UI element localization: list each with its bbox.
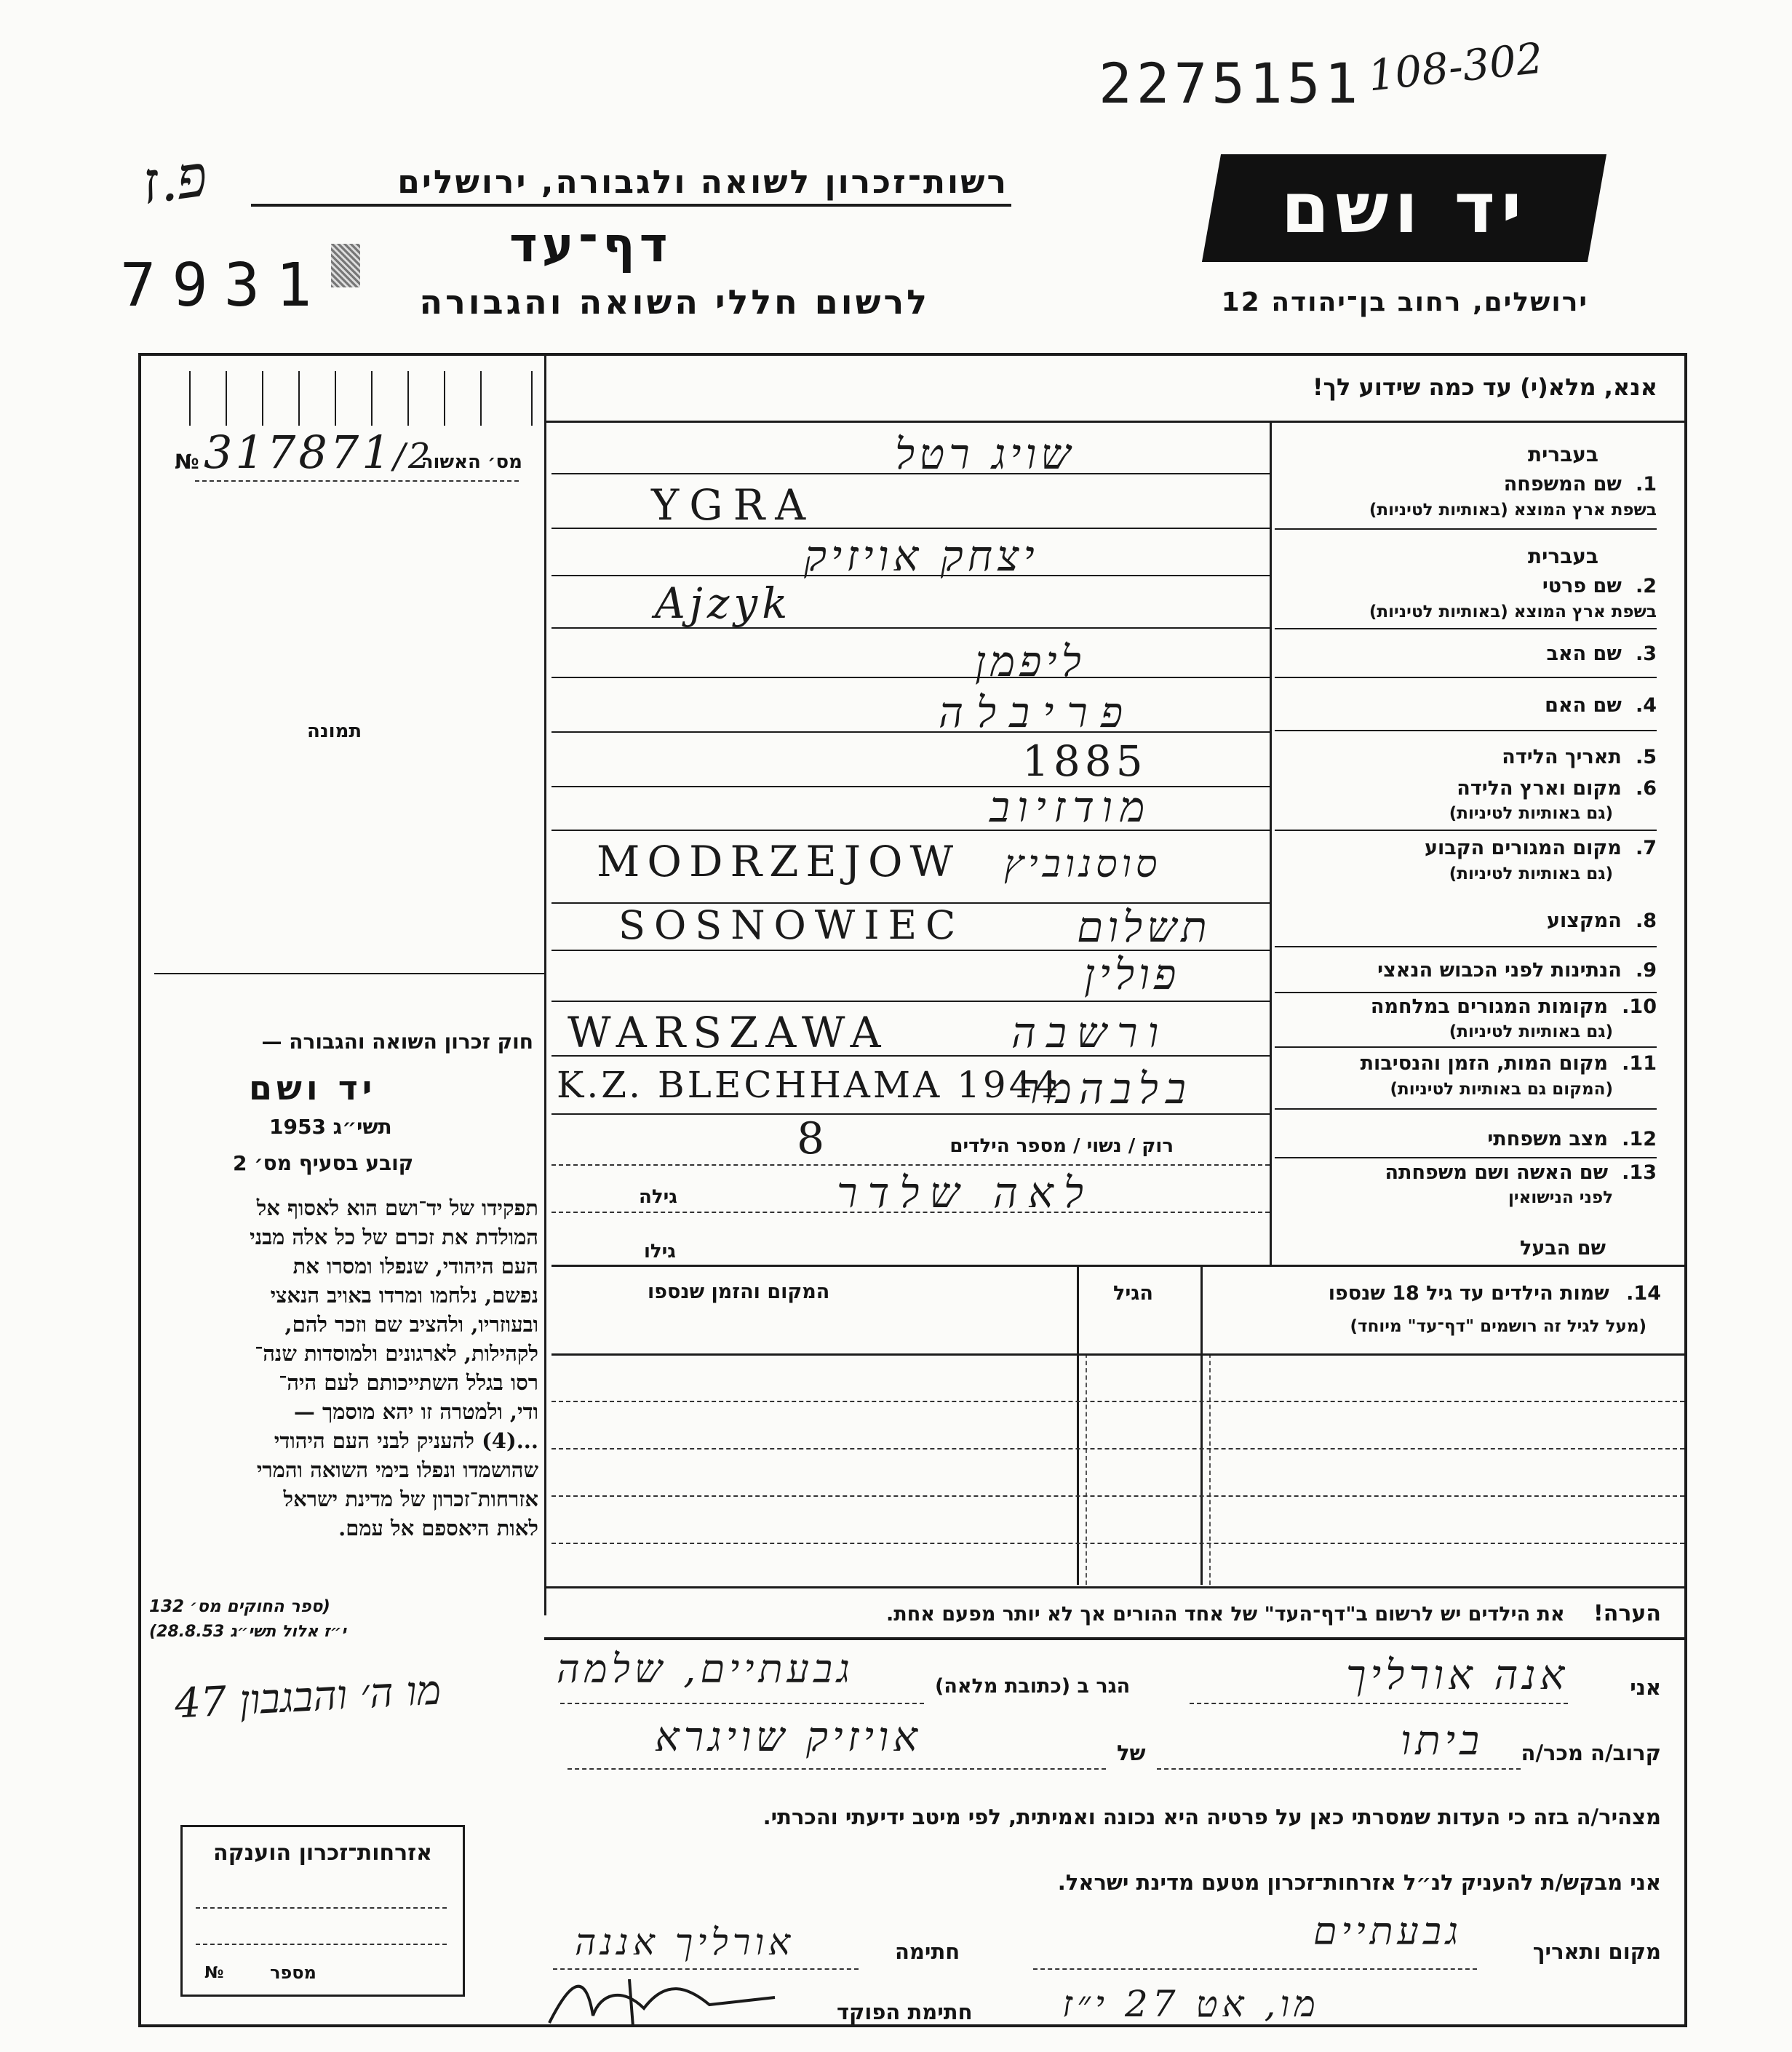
field-label: מקומות המגורים במלחמה — [1370, 995, 1609, 1018]
answer-children-count: 8 — [797, 1113, 825, 1164]
children-row-dotted — [551, 1543, 1684, 1544]
yad-vashem-logo — [1202, 154, 1606, 262]
approval-label: מס׳ האשור — [421, 451, 522, 473]
decl-request-line: אני מבקש/ת להעניק לנ״ל אזרחות־זכרון מטעם מדינת ישראל. — [1057, 1870, 1661, 1895]
box-dotted-line — [196, 1944, 447, 1945]
field-3-label — [1546, 643, 1657, 665]
decl-dotted-line — [1190, 1703, 1568, 1704]
law-text-line: שהושמדו ונפלו בימי השואה והמרי — [256, 1458, 538, 1482]
field-label: המקצוע — [1546, 910, 1622, 932]
answer-line — [551, 830, 1270, 831]
field-10-label — [1371, 995, 1657, 1018]
children-table-bottom — [544, 1586, 1684, 1588]
answer-line — [551, 677, 1270, 678]
address: ירושלים, רחוב בן־יהודה 12 — [1221, 287, 1588, 317]
box-no-symbol: № — [204, 1964, 224, 1982]
law-text-line: רסו בגלל השתייכותם לעם היה־ — [279, 1370, 538, 1395]
field-num: 9. — [1635, 959, 1657, 982]
children-row-line — [551, 1353, 1684, 1356]
answer-birthplace-hebrew: מודזיוב — [989, 782, 1152, 832]
signature-value: אורליך אננה — [575, 1921, 795, 1963]
corner-initials: פ.ז — [137, 141, 212, 218]
decl-officer-signature-label: חתימת הפוקד — [837, 2000, 973, 2024]
box-dotted-line — [196, 1907, 447, 1909]
law-text-line: אזרחות־זכרון של מדינת ישראל — [283, 1487, 538, 1511]
field-num: 2. — [1635, 575, 1657, 597]
field-label: שם האשה ושם משפחתה — [1385, 1161, 1609, 1184]
children-col-divider — [1077, 1265, 1079, 1585]
handwritten-reference: 108-302 — [1366, 33, 1545, 101]
law-source: (ספר החוקים מס׳ 132 — [149, 1597, 330, 1616]
children-col-dotted — [1086, 1353, 1087, 1585]
decl-resides-label: הגר ב (כתובת מלאה) — [935, 1675, 1131, 1698]
decl-of-label: של — [1117, 1741, 1146, 1765]
law-text-line: המולדת את זכרם של כל אלה מבני — [250, 1225, 538, 1249]
photo-label: תמונה — [307, 720, 362, 742]
field-8-label — [1547, 910, 1657, 932]
form-instruction: אנא, מלא(י) עד כמה שידוע לך! — [1312, 373, 1657, 401]
decl-dotted-line — [568, 1768, 1106, 1770]
field-2-tag: בעברית — [1527, 544, 1598, 568]
children-header-text: שמות הילדים עד גיל 18 שנספו — [1328, 1282, 1609, 1305]
law-name: יד ושם — [249, 1068, 377, 1107]
field-num: 5. — [1635, 746, 1657, 768]
children-col-dotted — [1209, 1353, 1211, 1585]
answer-surname-hebrew: שויג רטל — [895, 429, 1075, 479]
field-num: 12. — [1622, 1128, 1657, 1150]
answer-death-hebrew: בלבהמר — [1019, 1064, 1193, 1113]
law-text-line: נפשם, נלחמו ומרדו באויב הנאצי — [270, 1283, 538, 1308]
approval-number — [204, 426, 433, 479]
field-label: שם האב — [1546, 643, 1622, 665]
citizenship-box-title: אזרחות־זכרון הוענקה — [212, 1840, 433, 1866]
answer-death-latin: K.Z. BLECHHAMA 1944 — [557, 1064, 1062, 1106]
field-9-label — [1377, 959, 1657, 982]
law-clause: קובע בסעיף מס׳ 2 — [233, 1151, 414, 1175]
decl-place-date-label: מקום ותאריך — [1532, 1939, 1661, 1964]
answer-surname-latin: YGRA — [651, 480, 816, 530]
marital-options: רוק / נשוי / מספר הילדים — [949, 1135, 1174, 1157]
field-num: 8. — [1635, 910, 1657, 932]
tally-box — [182, 371, 538, 426]
answer-line — [551, 1001, 1270, 1002]
answer-given-latin: Ajzyk — [655, 578, 792, 628]
law-text-line: ודי, ולמטרה זו יהא מוסמך — — [293, 1399, 538, 1424]
husband-label: שם הבעל — [1519, 1237, 1606, 1260]
field-label: מצב משפחתי — [1487, 1128, 1609, 1150]
date-value: מו, אט 27 י״ז — [1062, 1983, 1320, 2025]
field-num: 11. — [1622, 1052, 1657, 1075]
field-num: 7. — [1635, 837, 1657, 859]
law-title: חוק זכרון השואה והגבורה — — [261, 1030, 533, 1054]
stamp-smudge — [331, 244, 360, 287]
decl-i-label: אני — [1630, 1675, 1661, 1700]
field-1-label — [1504, 473, 1657, 496]
field-11-sub: (המקום גם באותיות לטיניות) — [1390, 1080, 1613, 1099]
frame-bottom — [138, 2024, 1687, 2027]
left-column-divider — [544, 353, 546, 1615]
form-title: דף־עד — [509, 217, 672, 273]
children-note — [886, 1601, 1661, 1626]
children-header — [1329, 1282, 1661, 1305]
answer-given-hebrew: יצחק אויזיק — [804, 531, 1039, 581]
answer-birth-date: 1885 — [1022, 736, 1147, 786]
decl-signature-label: חתימה — [895, 1939, 960, 1964]
field-4-label — [1545, 694, 1657, 717]
answer-line — [551, 731, 1270, 733]
field-num: 1. — [1635, 473, 1657, 496]
answer-residence-latin: SOSNOWIEC — [618, 902, 965, 948]
field-label: מקום המגורים הקבוע — [1424, 837, 1622, 859]
field-1-sub: בשפת ארץ המוצא (באותיות לטיניות) — [1369, 501, 1657, 520]
note-bottom-rule — [544, 1637, 1684, 1640]
frame-left — [138, 353, 141, 2027]
officer-signature-scribble — [542, 1965, 782, 2030]
form-subtitle: לרשום חללי השואה והגבורה — [419, 282, 930, 322]
children-row-dotted — [551, 1495, 1684, 1497]
age-column-header: הגיל — [1113, 1282, 1153, 1305]
answer-profession: תשלום — [1077, 902, 1211, 952]
answer-dotted-line — [551, 1164, 1270, 1166]
field-6-sub: (גם באותיות לטיניות) — [1449, 804, 1613, 823]
law-text-line: ובעוזריו, ולהציב שם וזכר להם, — [284, 1312, 538, 1337]
box-number-label: מספר — [270, 1962, 316, 1983]
field-num: 13. — [1622, 1161, 1657, 1184]
answer-line — [551, 786, 1270, 787]
witness-address: גבעתיים, שלמה — [557, 1646, 854, 1692]
law-text-line: ...(4) להעניק לבני העם היהודי — [274, 1428, 538, 1453]
field-7-sub: (גם באותיות לטיניות) — [1449, 864, 1613, 883]
place-date-value: גבעתיים — [1313, 1910, 1463, 1954]
photo-divider — [154, 973, 544, 974]
witness-name: אנה אורליך — [1346, 1652, 1569, 1699]
law-text-line: לאות היאספם אל עמם. — [338, 1516, 538, 1540]
law-date: י״ז אלול תשי״ג 28.8.53) — [149, 1623, 346, 1641]
age-label-female: גילה — [639, 1186, 677, 1208]
answer-nationality: פולין — [1084, 950, 1181, 999]
approval-underline — [195, 480, 519, 482]
place-column-header: המקום והזמן שנספו — [648, 1281, 830, 1303]
field-2-sub: בשפת ארץ המוצא (באותיות לטיניות) — [1369, 603, 1657, 621]
field-13-sub: לפני הנישואין — [1508, 1188, 1613, 1207]
children-table-top — [551, 1265, 1684, 1267]
field-num: 4. — [1635, 694, 1657, 717]
logo-text: יד ושם — [1281, 167, 1528, 249]
children-num: 14. — [1626, 1282, 1661, 1305]
field-7-label — [1425, 837, 1657, 859]
field-12-label — [1487, 1128, 1657, 1150]
frame-right — [1684, 353, 1687, 2027]
decl-relative-label: קרוב/ה מכר/ה — [1521, 1741, 1661, 1765]
field-label: מקום וארץ הלידה — [1457, 777, 1622, 800]
label-column-divider — [1270, 421, 1272, 1265]
children-subheader: (מעל לגיל זה רושמים "דף־עד" מיוחד) — [1350, 1317, 1646, 1336]
answer-war-place-hebrew: ורשבה — [1011, 1008, 1169, 1057]
children-row-dotted — [551, 1401, 1684, 1402]
children-row-dotted — [551, 1448, 1684, 1449]
field-label: שם המשפחה — [1503, 473, 1622, 496]
decl-dotted-line — [1033, 1968, 1477, 1970]
field-6-label — [1457, 777, 1657, 800]
children-col-divider — [1200, 1265, 1203, 1585]
answer-residence-hebrew: סוסנוביץ — [1004, 843, 1162, 886]
answer-father: ליפמן — [975, 637, 1086, 686]
decl-declare-line: מצהיר/ה בזה כי העדות שמסרתי כאן על פרטיה היא נכונה ואמיתית, לפי מיטב ידיעתי והכרתי. — [762, 1805, 1661, 1829]
citizenship-box — [180, 1825, 465, 1997]
institution-underline — [251, 204, 1011, 207]
field-2-label — [1542, 575, 1657, 597]
field-num: 10. — [1622, 995, 1657, 1018]
field-label: הנתינות לפני הכבוש הנאצי — [1377, 959, 1622, 982]
approval-number-suffix: /2 — [393, 436, 434, 477]
field-13-label — [1385, 1161, 1657, 1184]
field-label: שם פרטי — [1542, 575, 1622, 597]
law-text-line: לקהילות, לארגונים ולמוסדות שנה־ — [255, 1341, 538, 1366]
law-year: תשי״ג 1953 — [269, 1115, 392, 1139]
institution-name: רשות־זכרון לשואה ולגבורה, ירושלים — [397, 164, 1008, 201]
field-labels — [1275, 421, 1657, 1265]
note-label: הערה! — [1593, 1601, 1661, 1626]
field-1-tag: בעברית — [1527, 442, 1598, 466]
frame-top — [138, 353, 1687, 356]
note-text: את הילדים יש לרשום ב"דף־העד" של אחד ההורים אך לא יותר מפעם אחת. — [886, 1603, 1565, 1626]
field-label: שם האם — [1545, 694, 1622, 717]
approval-number-digits: 317871 — [204, 426, 394, 479]
field-10-sub: (גם באותיות לטיניות) — [1449, 1022, 1613, 1041]
answer-war-place-latin: WARSZAWA — [568, 1008, 888, 1057]
law-text — [146, 1193, 538, 1543]
approval-no-symbol: № — [175, 450, 199, 474]
field-num: 3. — [1635, 643, 1657, 665]
age-label-male: גילו — [644, 1241, 676, 1262]
law-text-line: תפקידו של יד־ושם הוא לאסוף אל — [256, 1196, 538, 1220]
field-11-label — [1361, 1052, 1657, 1075]
stamped-number: 7931 — [120, 251, 328, 320]
relation-of: אויזיק שויגרא — [655, 1714, 922, 1761]
handwritten-left-note: מו ה׳ והבגבון 47 — [173, 1666, 442, 1728]
law-text-line: העם היהודי, שנפלו ומסרו את — [292, 1254, 538, 1278]
answer-wife-name: לאה שלדר — [837, 1168, 1094, 1217]
field-5-label — [1502, 746, 1657, 768]
field-label: תאריך הלידה — [1502, 746, 1622, 768]
answer-mother: פריבלה — [939, 688, 1136, 737]
answer-line — [551, 1113, 1270, 1115]
relation: ביתו — [1401, 1717, 1484, 1765]
decl-dotted-line — [1157, 1768, 1521, 1770]
answer-birthplace-latin: MODRZEJOW — [597, 837, 961, 886]
decl-dotted-line — [560, 1703, 924, 1704]
field-num: 6. — [1635, 777, 1657, 800]
serial-number: 2275151 — [1099, 51, 1363, 116]
field-label: מקום המות, הזמן והנסיבות — [1360, 1052, 1609, 1075]
